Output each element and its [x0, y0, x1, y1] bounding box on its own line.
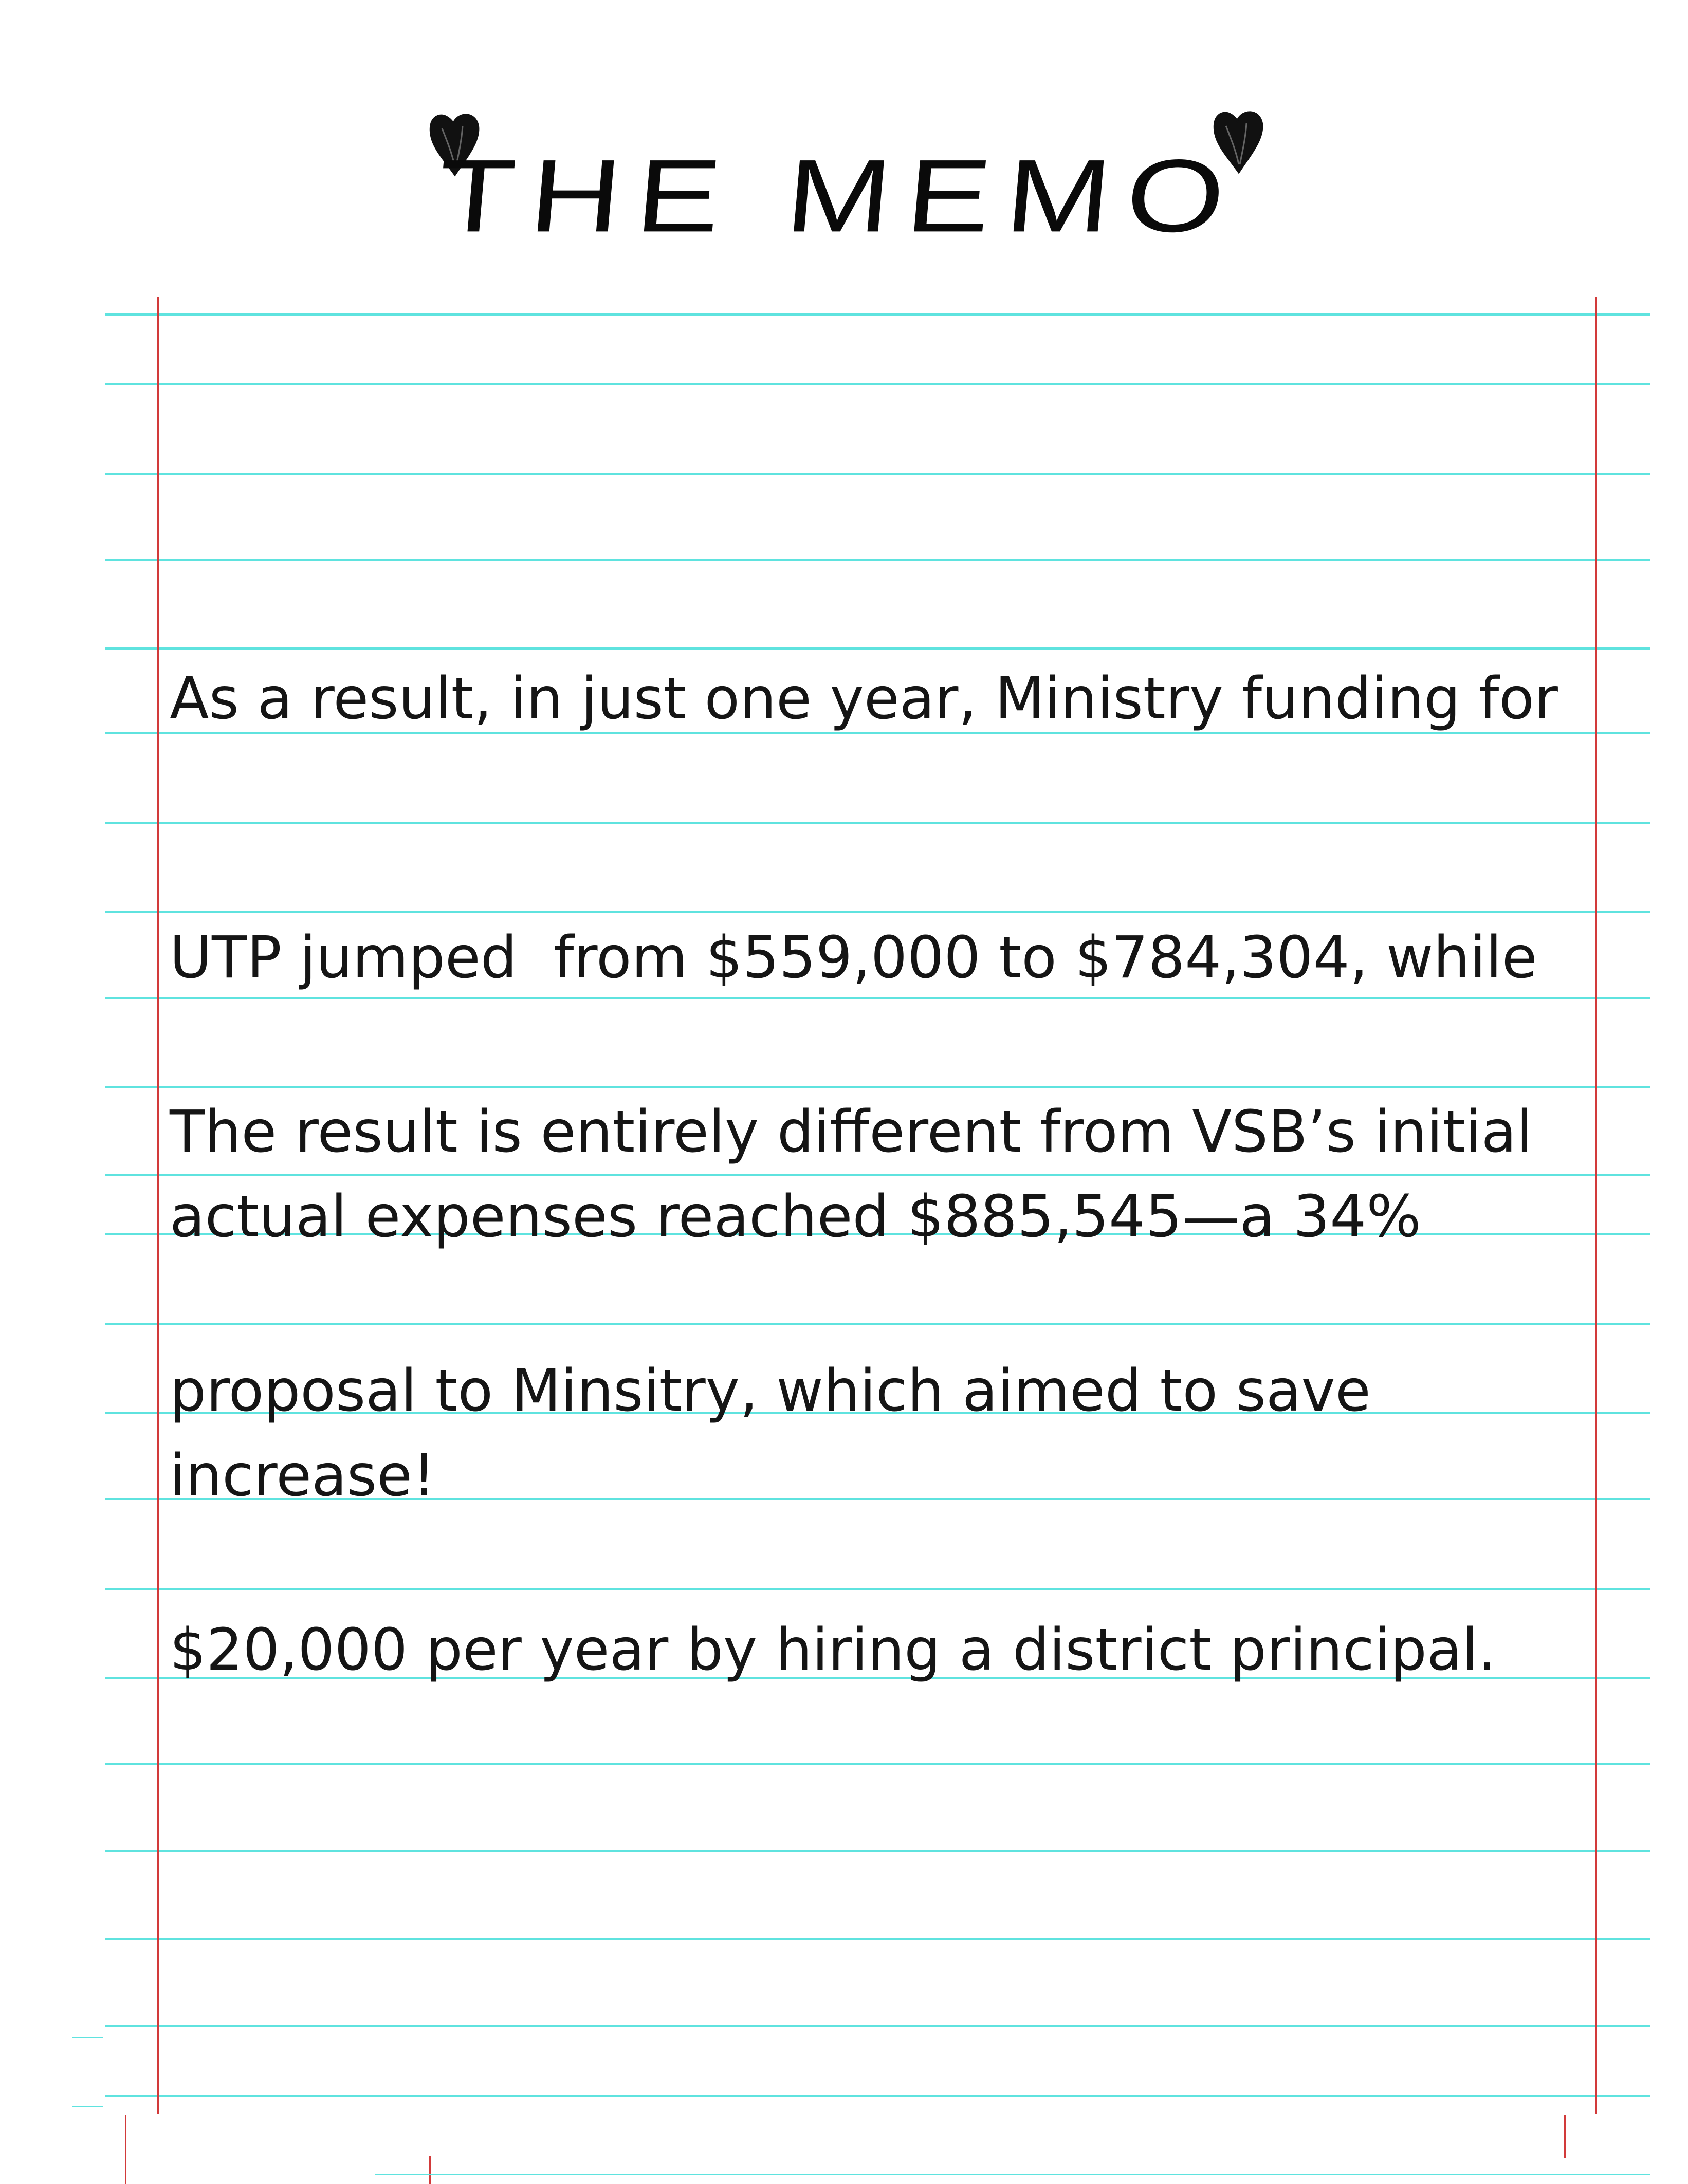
text-line: actual expenses reached $885,545—a 34%	[170, 1183, 1421, 1250]
stray-tick	[125, 2115, 126, 2184]
ruled-line	[105, 2025, 1650, 2027]
text-line: The result is entirely different from VSB’s initial	[170, 1099, 1533, 1165]
ruled-line	[375, 2174, 1650, 2175]
ruled-line	[105, 313, 1650, 316]
ruled-line	[105, 2095, 1650, 2097]
stray-tick	[1564, 2115, 1566, 2158]
ruled-line	[105, 473, 1650, 475]
stray-tick	[72, 2106, 103, 2107]
text-line: increase!	[170, 1442, 435, 1509]
page-title: THE MEMO	[433, 138, 1245, 253]
text-line: proposal to Minsitry, which aimed to save	[170, 1358, 1371, 1424]
paragraph-proposal	[170, 916, 1609, 1866]
ruled-line	[105, 383, 1650, 385]
stray-tick	[429, 2156, 431, 2184]
ruled-line	[105, 1938, 1650, 1940]
left-margin-line	[157, 297, 159, 2114]
text-line: UTP jumped from $559,000 to $784,304, while	[170, 924, 1537, 991]
text-line: $20,000 per year by hiring a district principal.	[170, 1617, 1497, 1683]
stray-tick	[72, 2037, 103, 2038]
text-line: As a result, in just one year, Ministry funding for	[170, 665, 1558, 732]
